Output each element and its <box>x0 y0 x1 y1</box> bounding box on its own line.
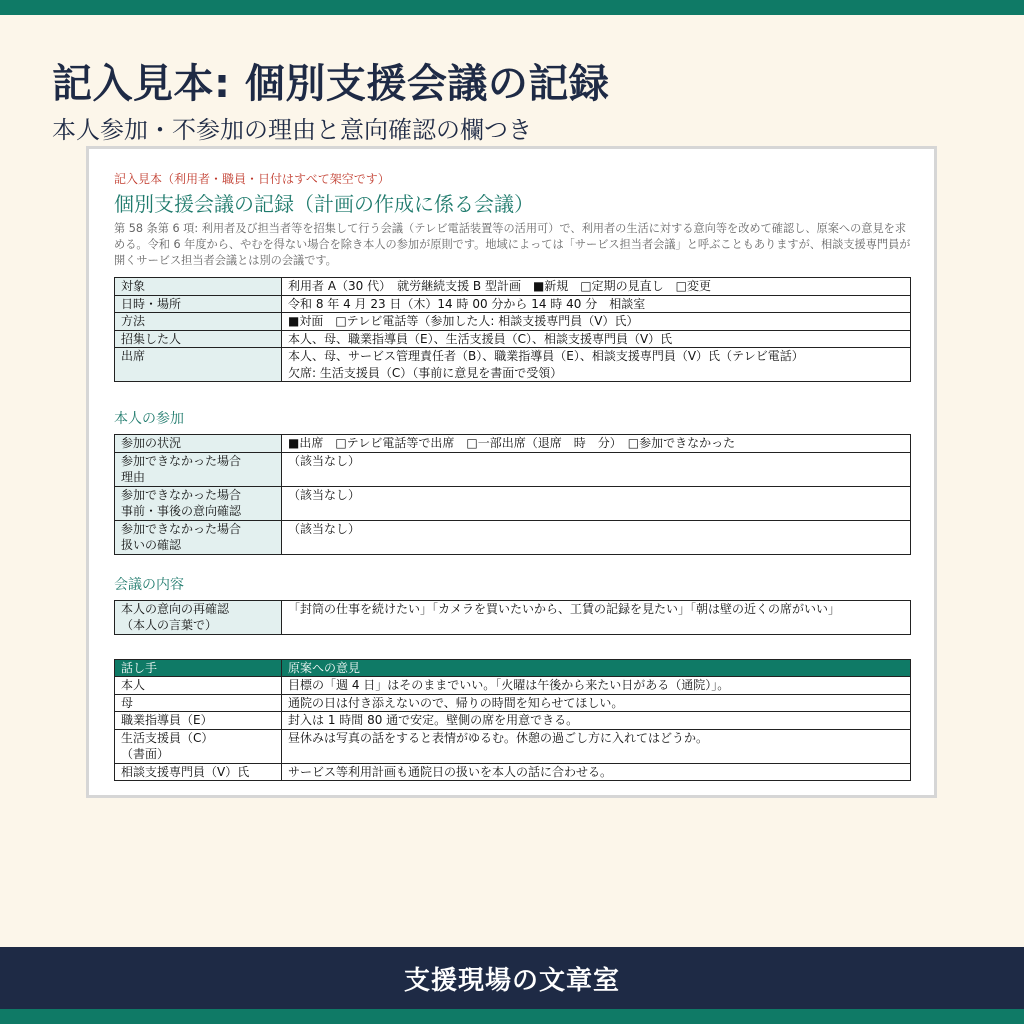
opinion-cell: サービス等利用計画も通院日の扱いを本人の話に合わせる。 <box>282 763 911 781</box>
info-value-method: ■対面 □テレビ電話等（参加した人: 相談支援専門員（V）氏） <box>282 313 911 331</box>
info-value-attendance <box>282 348 911 382</box>
participation-label <box>115 452 282 486</box>
table-row <box>115 435 911 453</box>
speaker-cell: 母 <box>115 694 282 712</box>
table-row <box>115 694 911 712</box>
participation-table <box>114 434 911 555</box>
meeting-info-table <box>114 277 911 382</box>
participation-value: ■出席 □テレビ電話等で出席 □一部出席（退席 時 分） □参加できなかった <box>282 435 911 453</box>
participation-label: 参加の状況 <box>115 435 282 453</box>
section-heading-content: 会議の内容 <box>114 576 184 593</box>
header-speaker: 話し手 <box>115 659 282 677</box>
top-accent-bar <box>0 0 1024 15</box>
opinion-cell: 昼休みは写真の話をすると表情がゆるむ。休憩の過ごし方に入れてはどうか。 <box>282 729 911 763</box>
info-label-datetime: 日時・場所 <box>115 295 282 313</box>
document-description: 第 58 条第 6 項: 利用者及び担当者等を招集して行う会議（テレビ電話装置等の活用可）で、利用者の生活に対する意向等を改めて確認し、原案への意見を求める。令和 6 年度から、やむを得ない場合を除き本人の参加が原則です。地域によっては「サービス担当者会議」と呼ぶこともありますが、相談支援専門員が開くサービス担当者会議とは別の会議です。 <box>114 222 911 267</box>
participation-label <box>115 486 282 520</box>
section-heading-participation: 本人の参加 <box>114 411 184 427</box>
label-line: 事前・事後の意向確認 <box>121 504 242 518</box>
speaker-cell: 本人 <box>115 677 282 695</box>
table-row <box>115 486 911 520</box>
attendance-absent: 欠席: 生活支援員（C）（事前に意見を書面で受領） <box>288 365 563 380</box>
label-line: 理由 <box>121 470 146 484</box>
label-line: 本人の意向の再確認 <box>121 601 230 616</box>
label-line: 扱いの確認 <box>121 538 182 552</box>
table-row <box>115 677 911 695</box>
label-line: 参加できなかった場合 <box>121 487 242 502</box>
label-line: （本人の言葉で） <box>121 618 218 632</box>
info-value-convened: 本人、母、職業指導員（E）、生活支援員（C）、相談支援専門員（V）氏 <box>282 330 911 348</box>
info-value-target: 利用者 A（30 代） 就労継続支援 B 型計画 ■新規 □定期の見直し □変更 <box>282 278 911 296</box>
participation-value: （該当なし） <box>282 486 911 520</box>
table-row <box>115 729 911 763</box>
table-row <box>115 278 911 296</box>
table-row <box>115 295 911 313</box>
label-line: 参加できなかった場合 <box>121 521 242 536</box>
opinion-cell: 目標の「週 4 日」はそのままでいい。「火曜は午後から来たい日がある（通院）」。 <box>282 677 911 695</box>
table-row <box>115 348 911 382</box>
speaker-cell: 相談支援専門員（V）氏 <box>115 763 282 781</box>
info-value-datetime: 令和 8 年 4 月 23 日（木）14 時 00 分から 14 時 40 分 相談室 <box>282 295 911 313</box>
table-row <box>115 763 911 781</box>
participation-value: （該当なし） <box>282 452 911 486</box>
reconfirm-value: 「封筒の仕事を続けたい」「カメラを買いたいから、工賃の記録を見たい」「朝は壁の近くの席がいい」 <box>282 600 911 634</box>
info-label-attendance: 出席 <box>115 348 282 382</box>
label-line: 参加できなかった場合 <box>121 453 242 468</box>
speaker-line: （書面） <box>121 747 170 761</box>
opinion-cell: 封入は 1 時間 80 通で安定。壁側の席を用意できる。 <box>282 712 911 730</box>
info-label-target: 対象 <box>115 278 282 296</box>
table-row <box>115 452 911 486</box>
table-row <box>115 600 911 634</box>
footer-bar <box>0 947 1024 1009</box>
table-header-row <box>115 659 911 677</box>
page-title: 記入見本: 個別支援会議の記録 <box>52 61 610 107</box>
info-label-convened: 招集した人 <box>115 330 282 348</box>
table-row <box>115 313 911 331</box>
document-title: 個別支援会議の記録（計画の作成に係る会議） <box>114 192 534 216</box>
reconfirm-label <box>115 600 282 634</box>
bottom-accent-bar <box>0 1009 1024 1024</box>
sample-note: 記入見本（利用者・職員・日付はすべて架空です） <box>114 172 390 186</box>
page-subtitle: 本人参加・不参加の理由と意向確認の欄つき <box>52 116 532 144</box>
document-body <box>114 171 911 781</box>
header-opinion: 原案への意見 <box>282 659 911 677</box>
sample-document <box>86 146 937 798</box>
table-row <box>115 330 911 348</box>
speaker-line: 生活支援員（C） <box>121 730 214 745</box>
table-row <box>115 712 911 730</box>
table-row <box>115 520 911 554</box>
info-label-method: 方法 <box>115 313 282 331</box>
footer-brand: 支援現場の文章室 <box>403 965 620 996</box>
attendance-present: 本人、母、サービス管理責任者（B）、職業指導員（E）、相談支援専門員（V）氏（テレビ電話） <box>288 349 804 363</box>
opinion-cell: 通院の日は付き添えないので、帰りの時間を知らせてほしい。 <box>282 694 911 712</box>
reconfirm-table <box>114 600 911 635</box>
opinions-table <box>114 659 911 782</box>
participation-label <box>115 520 282 554</box>
speaker-cell <box>115 729 282 763</box>
speaker-cell: 職業指導員（E） <box>115 712 282 730</box>
participation-value: （該当なし） <box>282 520 911 554</box>
